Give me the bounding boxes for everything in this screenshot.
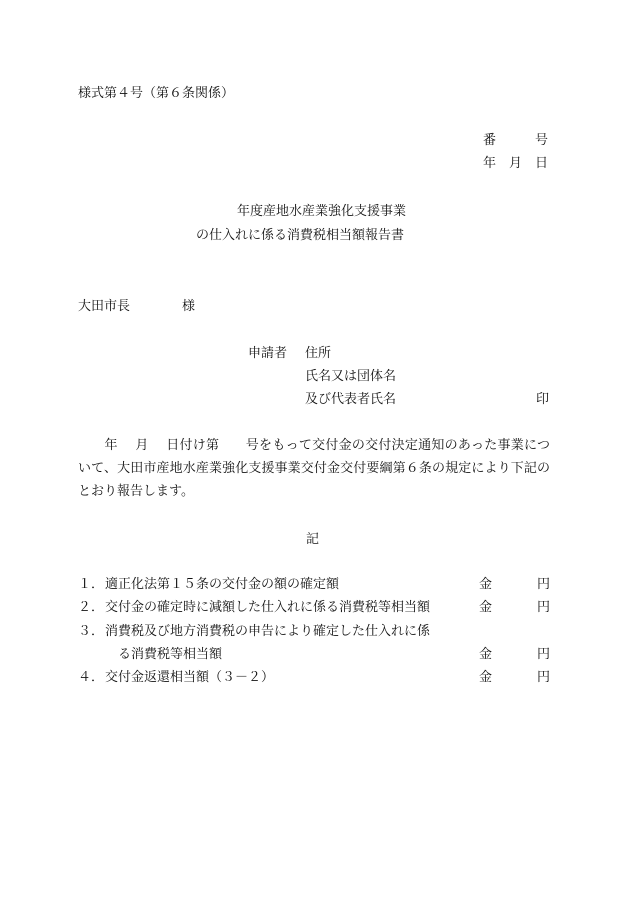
report-paragraph	[78, 434, 550, 503]
item-number: １．	[78, 577, 105, 592]
ki-heading: 記	[306, 532, 320, 547]
item-text: 交付金の確定時に減額した仕入れに係る消費税等相当額	[105, 600, 431, 615]
item-amount-unit: 円	[537, 600, 551, 615]
item-amount-prefix: 金	[479, 600, 493, 615]
applicant-role: 申請者	[248, 346, 288, 361]
item-number: ４．	[78, 670, 105, 685]
item-number: ２．	[78, 600, 105, 615]
seal-mark: 印	[536, 392, 550, 407]
item-text-continued: る消費税等相当額	[118, 647, 223, 662]
report-paragraph-text: 年 月 日付け第 号をもって交付金の交付決定通知のあった事業について、大田市産地水産業強化支援事業交付金交付要綱第６条の規定により下記のとおり報告します。	[78, 438, 550, 499]
list-item-continuation	[78, 647, 550, 663]
document-date: 年 月 日	[482, 156, 548, 171]
list-item	[78, 600, 550, 616]
item-amount-unit: 円	[537, 670, 551, 685]
item-text: 消費税及び地方消費税の申告により確定した仕入れに係	[105, 624, 431, 639]
item-amount-prefix: 金	[479, 670, 493, 685]
applicant-address-label: 住所	[305, 346, 332, 361]
item-amount-prefix: 金	[479, 647, 493, 662]
document-number: 番 号	[482, 133, 548, 148]
item-number: ３．	[78, 624, 105, 639]
applicant-name-label: 氏名又は団体名	[305, 369, 397, 384]
item-text: 適正化法第１５条の交付金の額の確定額	[105, 577, 340, 592]
item-text: 交付金返還相当額（３－２）	[105, 670, 275, 685]
form-id: 様式第４号（第６条関係）	[78, 86, 235, 101]
title-line-1: 年度産地水産業強化支援事業	[237, 204, 407, 219]
item-amount-prefix: 金	[479, 577, 493, 592]
title-line-2: の仕入れに係る消費税相当額報告書	[196, 228, 405, 243]
item-amount-unit: 円	[537, 577, 551, 592]
list-item	[78, 624, 550, 640]
list-item	[78, 670, 550, 686]
addressee: 大田市長 様	[78, 299, 196, 314]
item-amount-unit: 円	[537, 647, 551, 662]
applicant-representative-label: 及び代表者氏名	[305, 392, 397, 407]
list-item	[78, 577, 550, 593]
